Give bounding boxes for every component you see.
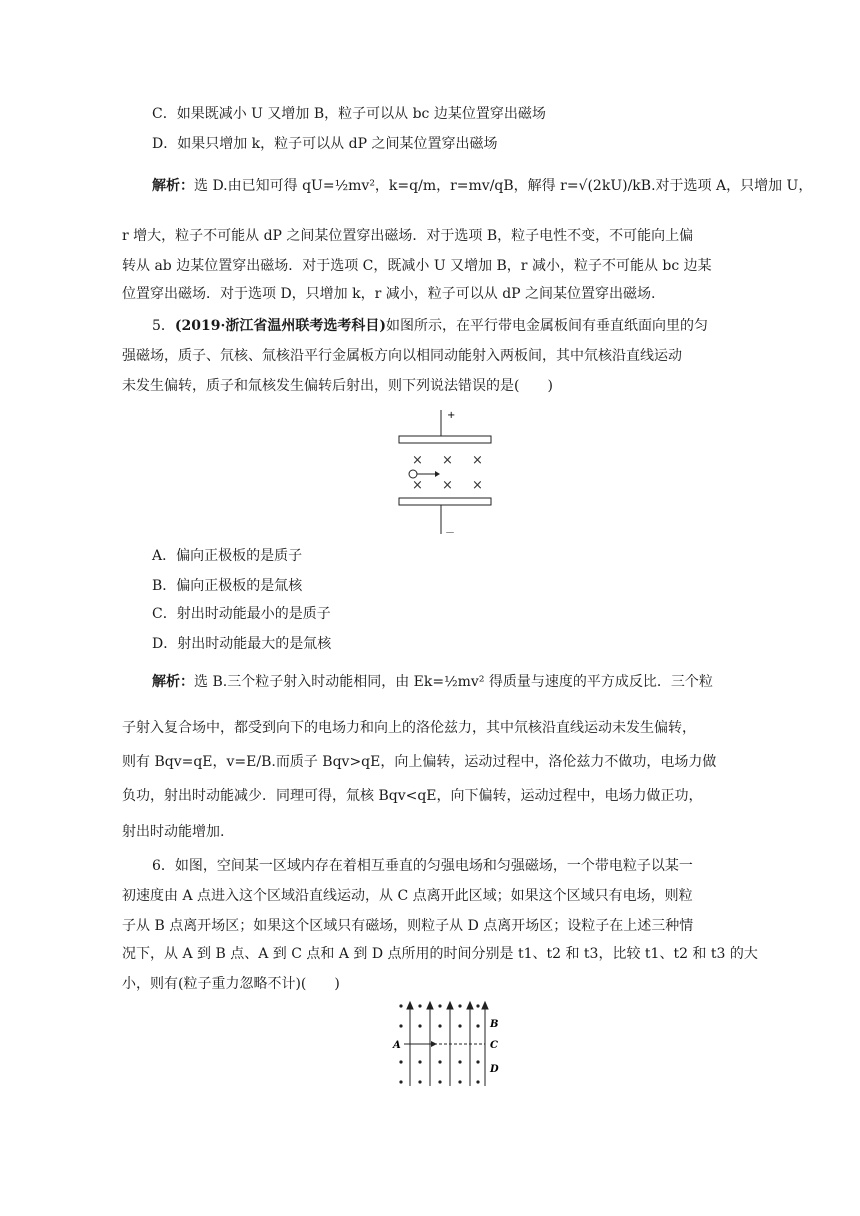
q5-stem-line-1 <box>152 316 708 336</box>
q5-particle <box>409 470 417 478</box>
q6-field-dot <box>399 1024 402 1027</box>
q6-velocity-arrow-head <box>431 1041 437 1047</box>
q6-field-dot <box>458 1024 461 1027</box>
q6-field-dot <box>418 1004 421 1007</box>
q6-label-d: D <box>490 1064 499 1075</box>
q6-field-arrow <box>427 1002 433 1009</box>
q6-field-dot <box>418 1060 421 1063</box>
q5-field-cross: × <box>442 453 453 468</box>
q6-field-dot <box>438 1060 441 1063</box>
q5-solution-label: 解析： <box>152 674 194 690</box>
q6-field-dot <box>476 1024 479 1027</box>
q5-solution-line-5: 射出时动能增加. <box>122 824 225 840</box>
q6-field-arrow <box>482 1002 488 1009</box>
q5-minus-sign: － <box>445 528 455 538</box>
q6-stem-line-1: 6．如图，空间某一区域内存在着相互垂直的匀强电场和匀强磁场，一个带电粒子以某一 <box>152 858 693 874</box>
q6-field-dot <box>418 1080 421 1083</box>
q5-plates-figure <box>395 408 495 538</box>
q5-field-cross: × <box>412 478 423 493</box>
q6-field-dot <box>399 1004 402 1007</box>
q6-field-arrow <box>407 1002 413 1009</box>
q6-label-a: A <box>393 1040 401 1051</box>
q6-field-dot <box>458 1080 461 1083</box>
q6-field-dot <box>458 1004 461 1007</box>
q5-source: (2019·浙江省温州联考选考科目) <box>174 318 387 334</box>
q5-solution-line-1 <box>152 672 713 692</box>
q5-stem-text-1: 如图所示，在平行带电金属板间有垂直纸面向里的匀 <box>386 318 709 334</box>
q6-stem-line-3: 子从 B 点离开场区；如果这个区域只有磁场，则粒子从 D 点离开场区；设粒子在上述三种情 <box>122 918 694 934</box>
q6-label-c: C <box>490 1040 498 1051</box>
q5-field-cross: × <box>412 453 423 468</box>
q6-field-arrow <box>467 1002 473 1009</box>
q6-field-arrow <box>447 1002 453 1009</box>
q6-field-dot <box>438 1004 441 1007</box>
q4-option-c: C．如果既减小 U 又增加 B，粒子可以从 bc 边某位置穿出磁场 <box>152 106 546 122</box>
q5-bottom-plate <box>399 498 491 505</box>
q4-solution-label: 解析： <box>152 178 194 194</box>
q6-field-dot <box>438 1024 441 1027</box>
q6-stem-line-5: 小，则有(粒子重力忽略不计)( ) <box>122 976 340 992</box>
q5-top-plate <box>399 436 491 443</box>
q4-solution-line-3: 转从 ab 边某位置穿出磁场．对于选项 C，既减小 U 又增加 B，r 减小，粒子不可能从 bc 边某 <box>122 258 712 274</box>
q4-solution-line-1 <box>152 176 812 196</box>
q5-option-d: D．射出时动能最大的是氚核 <box>152 636 332 652</box>
q5-field-cross: × <box>472 453 483 468</box>
q6-field-figure <box>390 1000 510 1090</box>
q6-label-b: B <box>490 1019 499 1030</box>
q6-stem-line-4: 况下，从 A 到 B 点、A 到 C 点和 A 到 D 点所用的时间分别是 t1、t2 和 t3，比较 t1、t2 和 t3 的大 <box>122 946 758 962</box>
q4-option-d: D．如果只增加 k，粒子可以从 dP 之间某位置穿出磁场 <box>152 136 498 152</box>
q4-solution-line-2: r 增大，粒子不可能从 dP 之间某位置穿出磁场．对于选项 B，粒子电性不变，不可能向上偏 <box>122 228 694 244</box>
q5-option-a: A．偏向正极板的是质子 <box>152 548 303 564</box>
q6-field-dot <box>476 1080 479 1083</box>
q6-field-dot <box>418 1024 421 1027</box>
q6-field-dot <box>399 1060 402 1063</box>
q4-solution-text-1: 选 D.由已知可得 qU=½mv²，k=q/m，r=mv/qB，解得 r=√(2kU)/kB.对于选项 A，只增加 U， <box>194 178 813 194</box>
q5-solution-line-4: 负功，射出时动能减少．同理可得，氚核 Bqv<qE，向下偏转，运动过程中，电场力做正功， <box>122 788 703 804</box>
q5-solution-line-3: 则有 Bqv=qE，v=E/B.而质子 Bqv>qE，向上偏转，运动过程中，洛伦兹力不做功，电场力做 <box>122 754 717 770</box>
q5-stem-line-3: 未发生偏转，质子和氚核发生偏转后射出，则下列说法错误的是( ) <box>122 378 553 394</box>
q6-field-dot <box>476 1060 479 1063</box>
q5-option-b: B．偏向正极板的是氚核 <box>152 578 303 594</box>
q5-field-cross: × <box>442 478 453 493</box>
q6-field-dot <box>399 1080 402 1083</box>
q5-number: 5． <box>152 318 175 334</box>
q6-stem-line-2: 初速度由 A 点进入这个区域沿直线运动，从 C 点离开此区域；如果这个区域只有电场，则粒 <box>122 888 693 904</box>
q5-solution-text-1: 选 B.三个粒子射入时动能相同，由 Ek=½mv² 得质量与速度的平方成反比．三个粒 <box>194 674 713 690</box>
q6-field-dot <box>458 1060 461 1063</box>
q6-field-dot <box>476 1004 479 1007</box>
q5-solution-line-2: 子射入复合场中，都受到向下的电场力和向上的洛伦兹力，其中氘核沿直线运动未发生偏转， <box>122 720 696 736</box>
q5-field-cross: × <box>472 478 483 493</box>
q5-plus-sign: + <box>447 410 456 421</box>
q5-stem-line-2: 强磁场，质子、氘核、氚核沿平行金属板方向以相同动能射入两板间，其中氘核沿直线运动 <box>122 348 682 364</box>
q5-arrow-head <box>435 471 440 477</box>
q5-option-c: C．射出时动能最小的是质子 <box>152 606 331 622</box>
q6-field-dot <box>438 1080 441 1083</box>
q4-solution-line-4: 位置穿出磁场．对于选项 D，只增加 k，r 减小，粒子可以从 dP 之间某位置穿出磁场. <box>122 286 656 302</box>
